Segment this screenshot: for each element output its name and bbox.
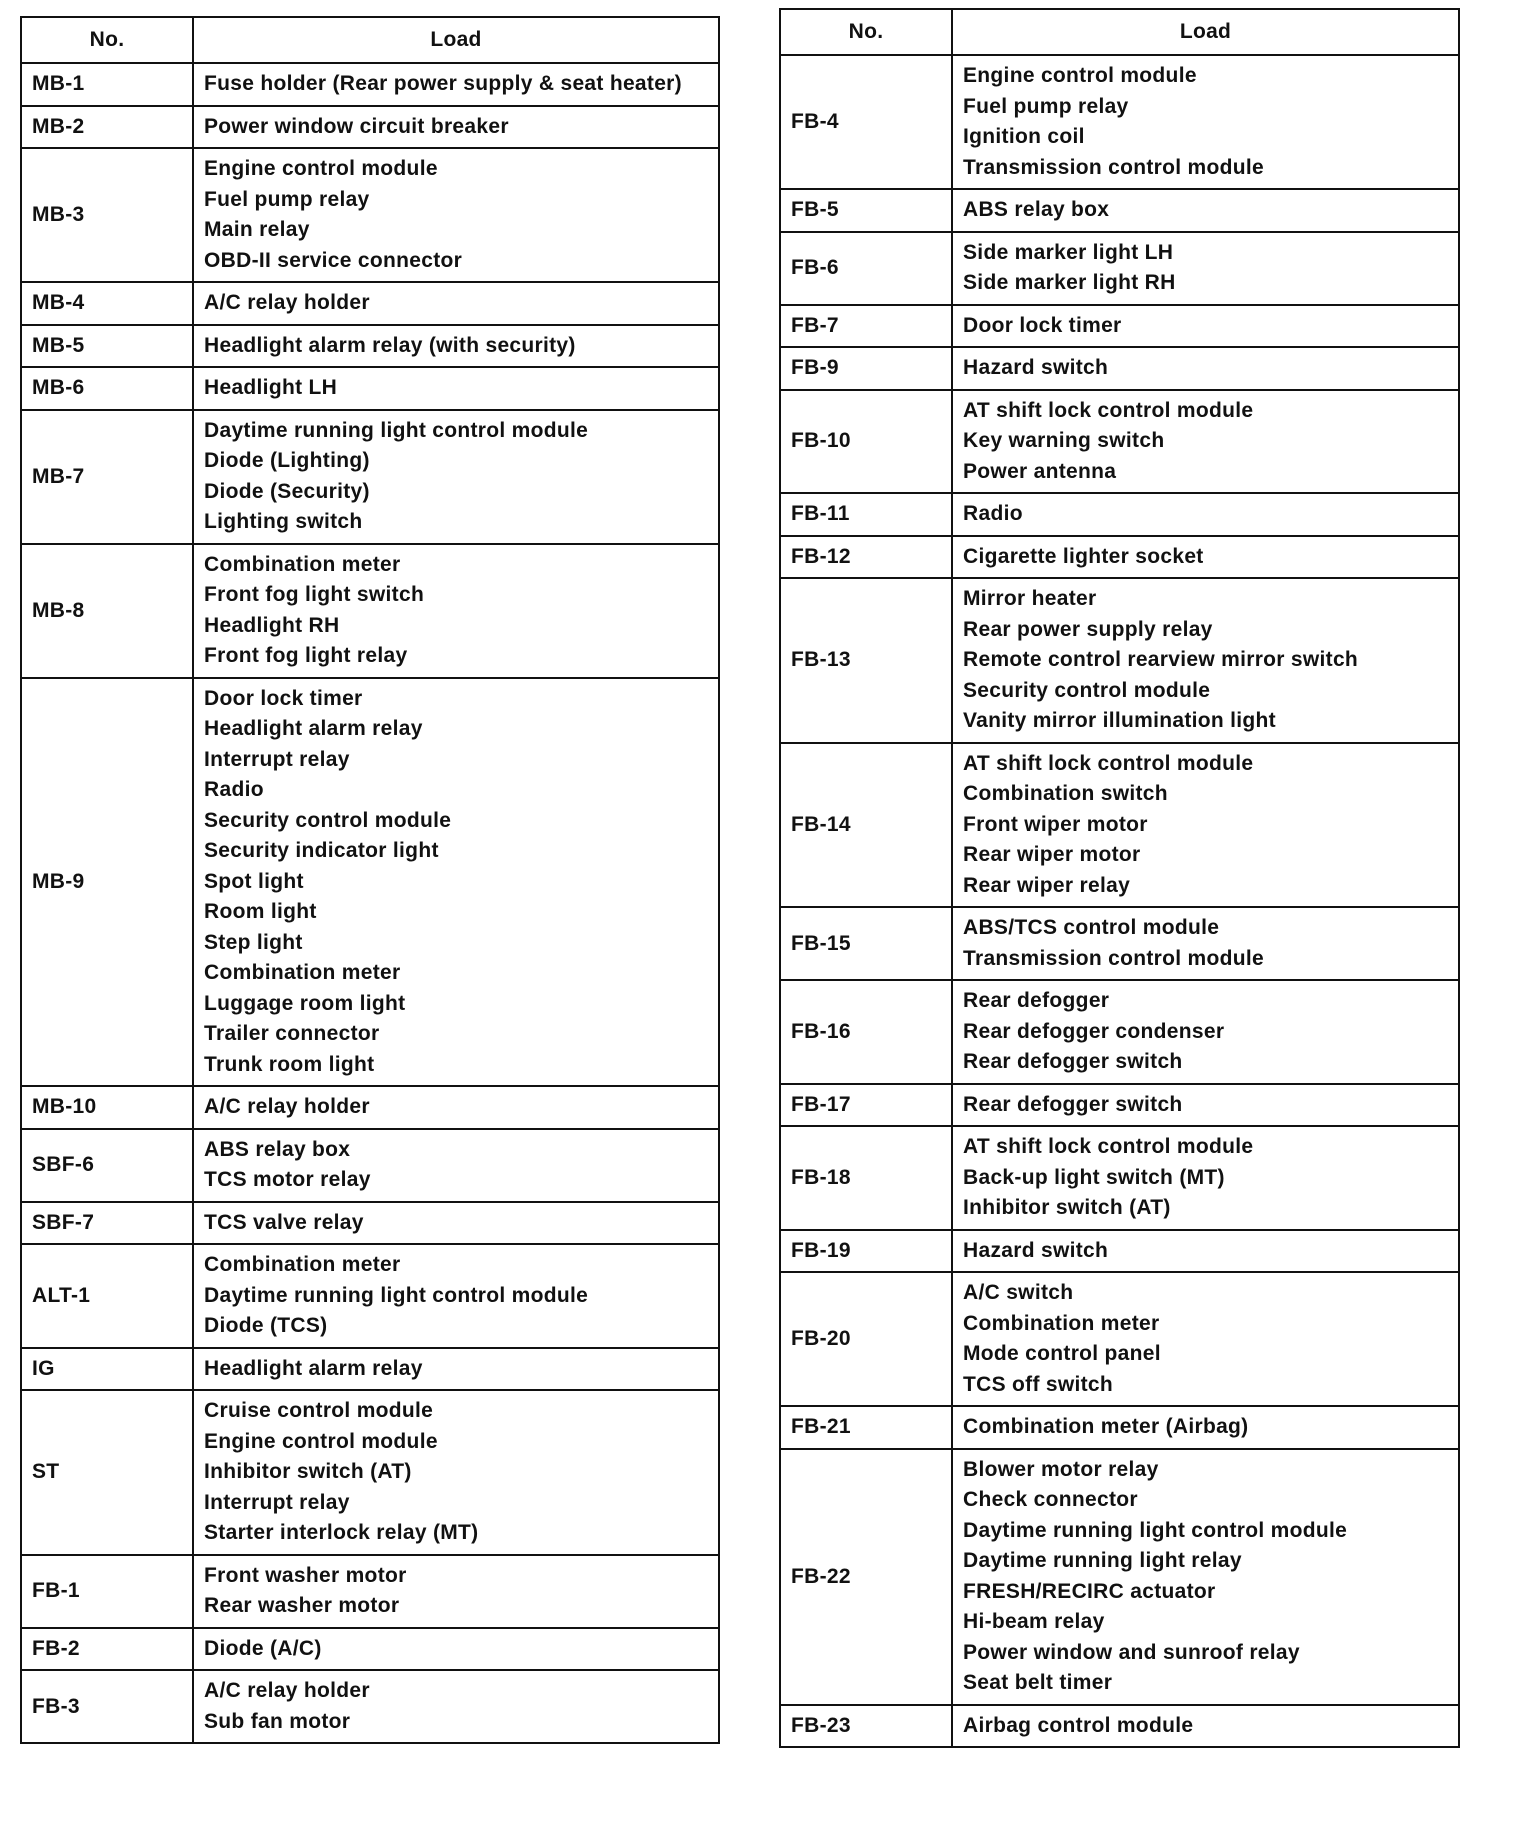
fuse-number: FB-21	[780, 1406, 952, 1449]
load-list	[193, 282, 719, 325]
load-item: Radio	[963, 502, 1023, 525]
load-item: Diode (Security)	[204, 479, 370, 503]
load-list	[952, 578, 1459, 743]
load-item: Combination meter	[963, 1311, 1160, 1335]
table-row	[780, 1272, 1459, 1406]
load-item: FRESH/RECIRC actuator	[963, 1579, 1216, 1603]
header-row	[780, 9, 1459, 55]
fuse-number: FB-17	[780, 1084, 952, 1127]
fuse-number: FB-4	[780, 55, 952, 189]
load-list	[193, 410, 719, 544]
load-list	[952, 189, 1459, 232]
load-item: Inhibitor switch (AT)	[963, 1196, 1171, 1219]
load-item: Mirror heater	[963, 587, 1097, 610]
fuse-number: FB-16	[780, 980, 952, 1084]
load-item: Key warning switch	[963, 429, 1165, 452]
load-item: Engine control module	[963, 64, 1197, 87]
load-item: Hazard switch	[963, 1238, 1109, 1262]
fuse-number: FB-23	[780, 1705, 952, 1748]
table-row	[21, 1202, 719, 1245]
load-list	[952, 1126, 1459, 1230]
right-table-body	[780, 55, 1459, 1747]
fuse-number: ST	[21, 1390, 193, 1555]
load-list	[952, 1272, 1459, 1406]
fuse-number: ALT-1	[21, 1244, 193, 1348]
table-row	[21, 410, 719, 544]
load-item: Sub fan motor	[204, 1709, 351, 1733]
table-row	[780, 743, 1459, 908]
load-list	[952, 1406, 1459, 1449]
table-row	[21, 282, 719, 325]
load-list	[952, 1449, 1459, 1705]
load-item: Rear wiper motor	[963, 843, 1141, 866]
load-list	[193, 1086, 719, 1129]
table-row	[21, 106, 719, 149]
right-fuse-table	[779, 8, 1460, 1748]
load-item: A/C relay holder	[204, 291, 370, 314]
load-item: Ignition coil	[963, 125, 1085, 148]
table-row	[780, 907, 1459, 980]
load-list	[193, 1244, 719, 1348]
table-row	[21, 1348, 719, 1391]
load-list	[193, 148, 719, 282]
load-item: Transmission control module	[963, 946, 1264, 970]
load-list	[193, 678, 719, 1087]
load-item: Fuse holder (Rear power supply & seat heater)	[204, 72, 682, 95]
load-list	[952, 1705, 1459, 1748]
table-row	[780, 305, 1459, 348]
load-list	[952, 55, 1459, 189]
load-item: Engine control module	[204, 1429, 438, 1453]
fuse-number: FB-1	[21, 1555, 193, 1628]
load-item: Combination meter	[204, 552, 401, 576]
load-item: Power window and sunroof relay	[963, 1640, 1300, 1664]
load-item: Headlight alarm relay	[204, 1356, 423, 1380]
load-item: Starter interlock relay (MT)	[204, 1521, 479, 1544]
fuse-number: MB-2	[21, 106, 193, 149]
fuse-number: MB-6	[21, 367, 193, 410]
load-item: Vanity mirror illumination light	[963, 709, 1276, 732]
load-list	[952, 347, 1459, 390]
load-item: Rear defogger	[963, 989, 1110, 1012]
table-row	[780, 390, 1459, 494]
load-list	[193, 1670, 719, 1743]
table-row	[780, 232, 1459, 305]
table-row	[780, 1705, 1459, 1748]
load-item: Mode control panel	[963, 1342, 1161, 1365]
load-item: ABS/TCS control module	[963, 916, 1220, 939]
fuse-number: MB-9	[21, 678, 193, 1087]
load-item: Front washer motor	[204, 1563, 407, 1587]
table-row	[780, 1126, 1459, 1230]
load-item: Rear washer motor	[204, 1594, 400, 1617]
load-list	[952, 232, 1459, 305]
load-item: ABS relay box	[204, 1137, 351, 1161]
table-row	[780, 347, 1459, 390]
fuse-number: IG	[21, 1348, 193, 1391]
load-list	[193, 1129, 719, 1202]
load-item: TCS off switch	[963, 1372, 1114, 1396]
load-list	[193, 1202, 719, 1245]
load-item: A/C switch	[963, 1281, 1074, 1304]
load-item: Daytime running light relay	[963, 1549, 1242, 1572]
load-list	[193, 1555, 719, 1628]
fuse-number: FB-10	[780, 390, 952, 494]
table-row	[21, 1244, 719, 1348]
load-item: Rear defogger condenser	[963, 1019, 1225, 1043]
table-row	[780, 55, 1459, 189]
load-item: Hi-beam relay	[963, 1610, 1105, 1633]
load-item: Door lock timer	[963, 313, 1122, 337]
table-row	[780, 189, 1459, 232]
fuse-number: FB-15	[780, 907, 952, 980]
header-load: Load	[952, 9, 1459, 55]
load-item: Blower motor relay	[963, 1457, 1159, 1481]
load-item: A/C relay holder	[204, 1095, 370, 1118]
load-item: Radio	[204, 778, 264, 801]
load-item: Cruise control module	[204, 1399, 434, 1422]
load-item: Rear wiper relay	[963, 873, 1131, 897]
load-item: Lighting switch	[204, 510, 363, 533]
load-list	[952, 907, 1459, 980]
load-item: Combination meter (Airbag)	[963, 1415, 1249, 1438]
load-list	[193, 367, 719, 410]
table-row	[21, 1628, 719, 1671]
load-list	[193, 106, 719, 149]
load-list	[952, 536, 1459, 579]
load-list	[952, 305, 1459, 348]
table-row	[21, 678, 719, 1087]
table-row	[780, 1084, 1459, 1127]
load-item: Fuel pump relay	[963, 94, 1129, 118]
fuse-number: SBF-7	[21, 1202, 193, 1245]
load-item: Rear defogger switch	[963, 1092, 1183, 1116]
fuse-number: MB-10	[21, 1086, 193, 1129]
load-item: TCS motor relay	[204, 1168, 371, 1191]
load-list	[193, 544, 719, 678]
fuse-number: FB-2	[21, 1628, 193, 1671]
load-item: Luggage room light	[204, 991, 406, 1015]
table-row	[780, 1406, 1459, 1449]
load-item: Power antenna	[963, 459, 1117, 483]
load-item: Seat belt timer	[963, 1671, 1113, 1694]
load-item: Door lock timer	[204, 686, 363, 710]
fuse-number: MB-4	[21, 282, 193, 325]
load-item: Diode (A/C)	[204, 1636, 322, 1660]
load-list	[952, 743, 1459, 908]
table-row	[780, 1449, 1459, 1705]
load-item: Remote control rearview mirror switch	[963, 648, 1359, 671]
fuse-number: FB-20	[780, 1272, 952, 1406]
load-item: Back-up light switch (MT)	[963, 1165, 1225, 1189]
table-row	[780, 578, 1459, 743]
load-list	[952, 390, 1459, 494]
table-row	[21, 1670, 719, 1743]
fuse-number: MB-8	[21, 544, 193, 678]
load-item: Headlight alarm relay (with security)	[204, 333, 576, 357]
load-item: Power window circuit breaker	[204, 114, 509, 138]
header-row	[21, 17, 719, 63]
header-no: No.	[780, 9, 952, 55]
fuse-number: FB-5	[780, 189, 952, 232]
load-item: Interrupt relay	[204, 1490, 350, 1514]
load-item: AT shift lock control module	[963, 1135, 1254, 1158]
load-item: A/C relay holder	[204, 1679, 370, 1702]
load-item: Security control module	[204, 808, 452, 832]
load-item: Security control module	[963, 678, 1211, 702]
load-list	[952, 1084, 1459, 1127]
load-item: Combination switch	[963, 782, 1168, 805]
load-item: Hazard switch	[963, 356, 1109, 379]
left-table-body	[21, 63, 719, 1743]
load-item: Spot light	[204, 869, 304, 893]
fuse-number: FB-6	[780, 232, 952, 305]
load-item: Daytime running light control module	[963, 1518, 1348, 1542]
load-item: Front wiper motor	[963, 812, 1148, 836]
table-row	[21, 148, 719, 282]
load-item: Engine control module	[204, 157, 438, 180]
fuse-number: MB-7	[21, 410, 193, 544]
table-row	[780, 980, 1459, 1084]
load-item: Inhibitor switch (AT)	[204, 1460, 412, 1483]
table-row	[780, 493, 1459, 536]
load-item: Security indicator light	[204, 839, 439, 862]
table-row	[780, 536, 1459, 579]
load-item: Daytime running light control module	[204, 1283, 589, 1307]
load-item: OBD-II service connector	[204, 248, 463, 272]
table-row	[780, 1230, 1459, 1273]
fuse-number: FB-9	[780, 347, 952, 390]
load-item: Cigarette lighter socket	[963, 544, 1204, 568]
load-item: Combination meter	[204, 1253, 401, 1276]
load-item: Trailer connector	[204, 1022, 380, 1045]
load-list	[193, 1348, 719, 1391]
load-list	[193, 63, 719, 106]
left-fuse-table	[20, 16, 720, 1744]
load-list	[193, 1628, 719, 1671]
load-item: Step light	[204, 930, 303, 954]
fuse-number: FB-18	[780, 1126, 952, 1230]
load-item: AT shift lock control module	[963, 398, 1254, 422]
fuse-number: FB-3	[21, 1670, 193, 1743]
load-item: Fuel pump relay	[204, 187, 370, 211]
table-row	[21, 1086, 719, 1129]
load-item: Check connector	[963, 1488, 1138, 1511]
load-item: TCS valve relay	[204, 1210, 364, 1234]
fuse-number: FB-7	[780, 305, 952, 348]
table-row	[21, 1555, 719, 1628]
table-row	[21, 1129, 719, 1202]
fuse-number: MB-1	[21, 63, 193, 106]
fuse-number: FB-12	[780, 536, 952, 579]
load-item: Trunk room light	[204, 1052, 375, 1076]
fuse-number: MB-5	[21, 325, 193, 368]
load-item: Rear power supply relay	[963, 617, 1213, 641]
table-row	[21, 544, 719, 678]
load-item: Daytime running light control module	[204, 418, 589, 442]
load-item: Side marker light RH	[963, 271, 1176, 294]
load-item: Transmission control module	[963, 155, 1264, 179]
load-list	[193, 325, 719, 368]
table-row	[21, 63, 719, 106]
load-item: Diode (TCS)	[204, 1314, 328, 1337]
table-row	[21, 367, 719, 410]
load-item: Headlight RH	[204, 613, 340, 637]
load-list	[952, 980, 1459, 1084]
load-item: Headlight LH	[204, 376, 338, 399]
load-list	[193, 1390, 719, 1555]
load-item: Combination meter	[204, 961, 401, 984]
fuse-number: MB-3	[21, 148, 193, 282]
fuse-number: FB-14	[780, 743, 952, 908]
load-item: Rear defogger switch	[963, 1050, 1183, 1073]
load-item: Airbag control module	[963, 1713, 1194, 1737]
load-item: Room light	[204, 900, 317, 923]
load-item: Headlight alarm relay	[204, 717, 423, 740]
header-load: Load	[193, 17, 719, 63]
load-item: Side marker light LH	[963, 240, 1174, 264]
fuse-number: FB-13	[780, 578, 952, 743]
load-list	[952, 1230, 1459, 1273]
load-item: Interrupt relay	[204, 747, 350, 771]
table-row	[21, 325, 719, 368]
header-no: No.	[21, 17, 193, 63]
fuse-number: SBF-6	[21, 1129, 193, 1202]
fuse-number: FB-19	[780, 1230, 952, 1273]
fuse-number: FB-11	[780, 493, 952, 536]
load-item: Front fog light switch	[204, 583, 425, 606]
load-item: Main relay	[204, 218, 310, 241]
load-list	[952, 493, 1459, 536]
load-item: AT shift lock control module	[963, 751, 1254, 775]
load-item: ABS relay box	[963, 198, 1110, 221]
table-row	[21, 1390, 719, 1555]
load-item: Front fog light relay	[204, 644, 408, 667]
load-item: Diode (Lighting)	[204, 449, 370, 472]
fuse-number: FB-22	[780, 1449, 952, 1705]
